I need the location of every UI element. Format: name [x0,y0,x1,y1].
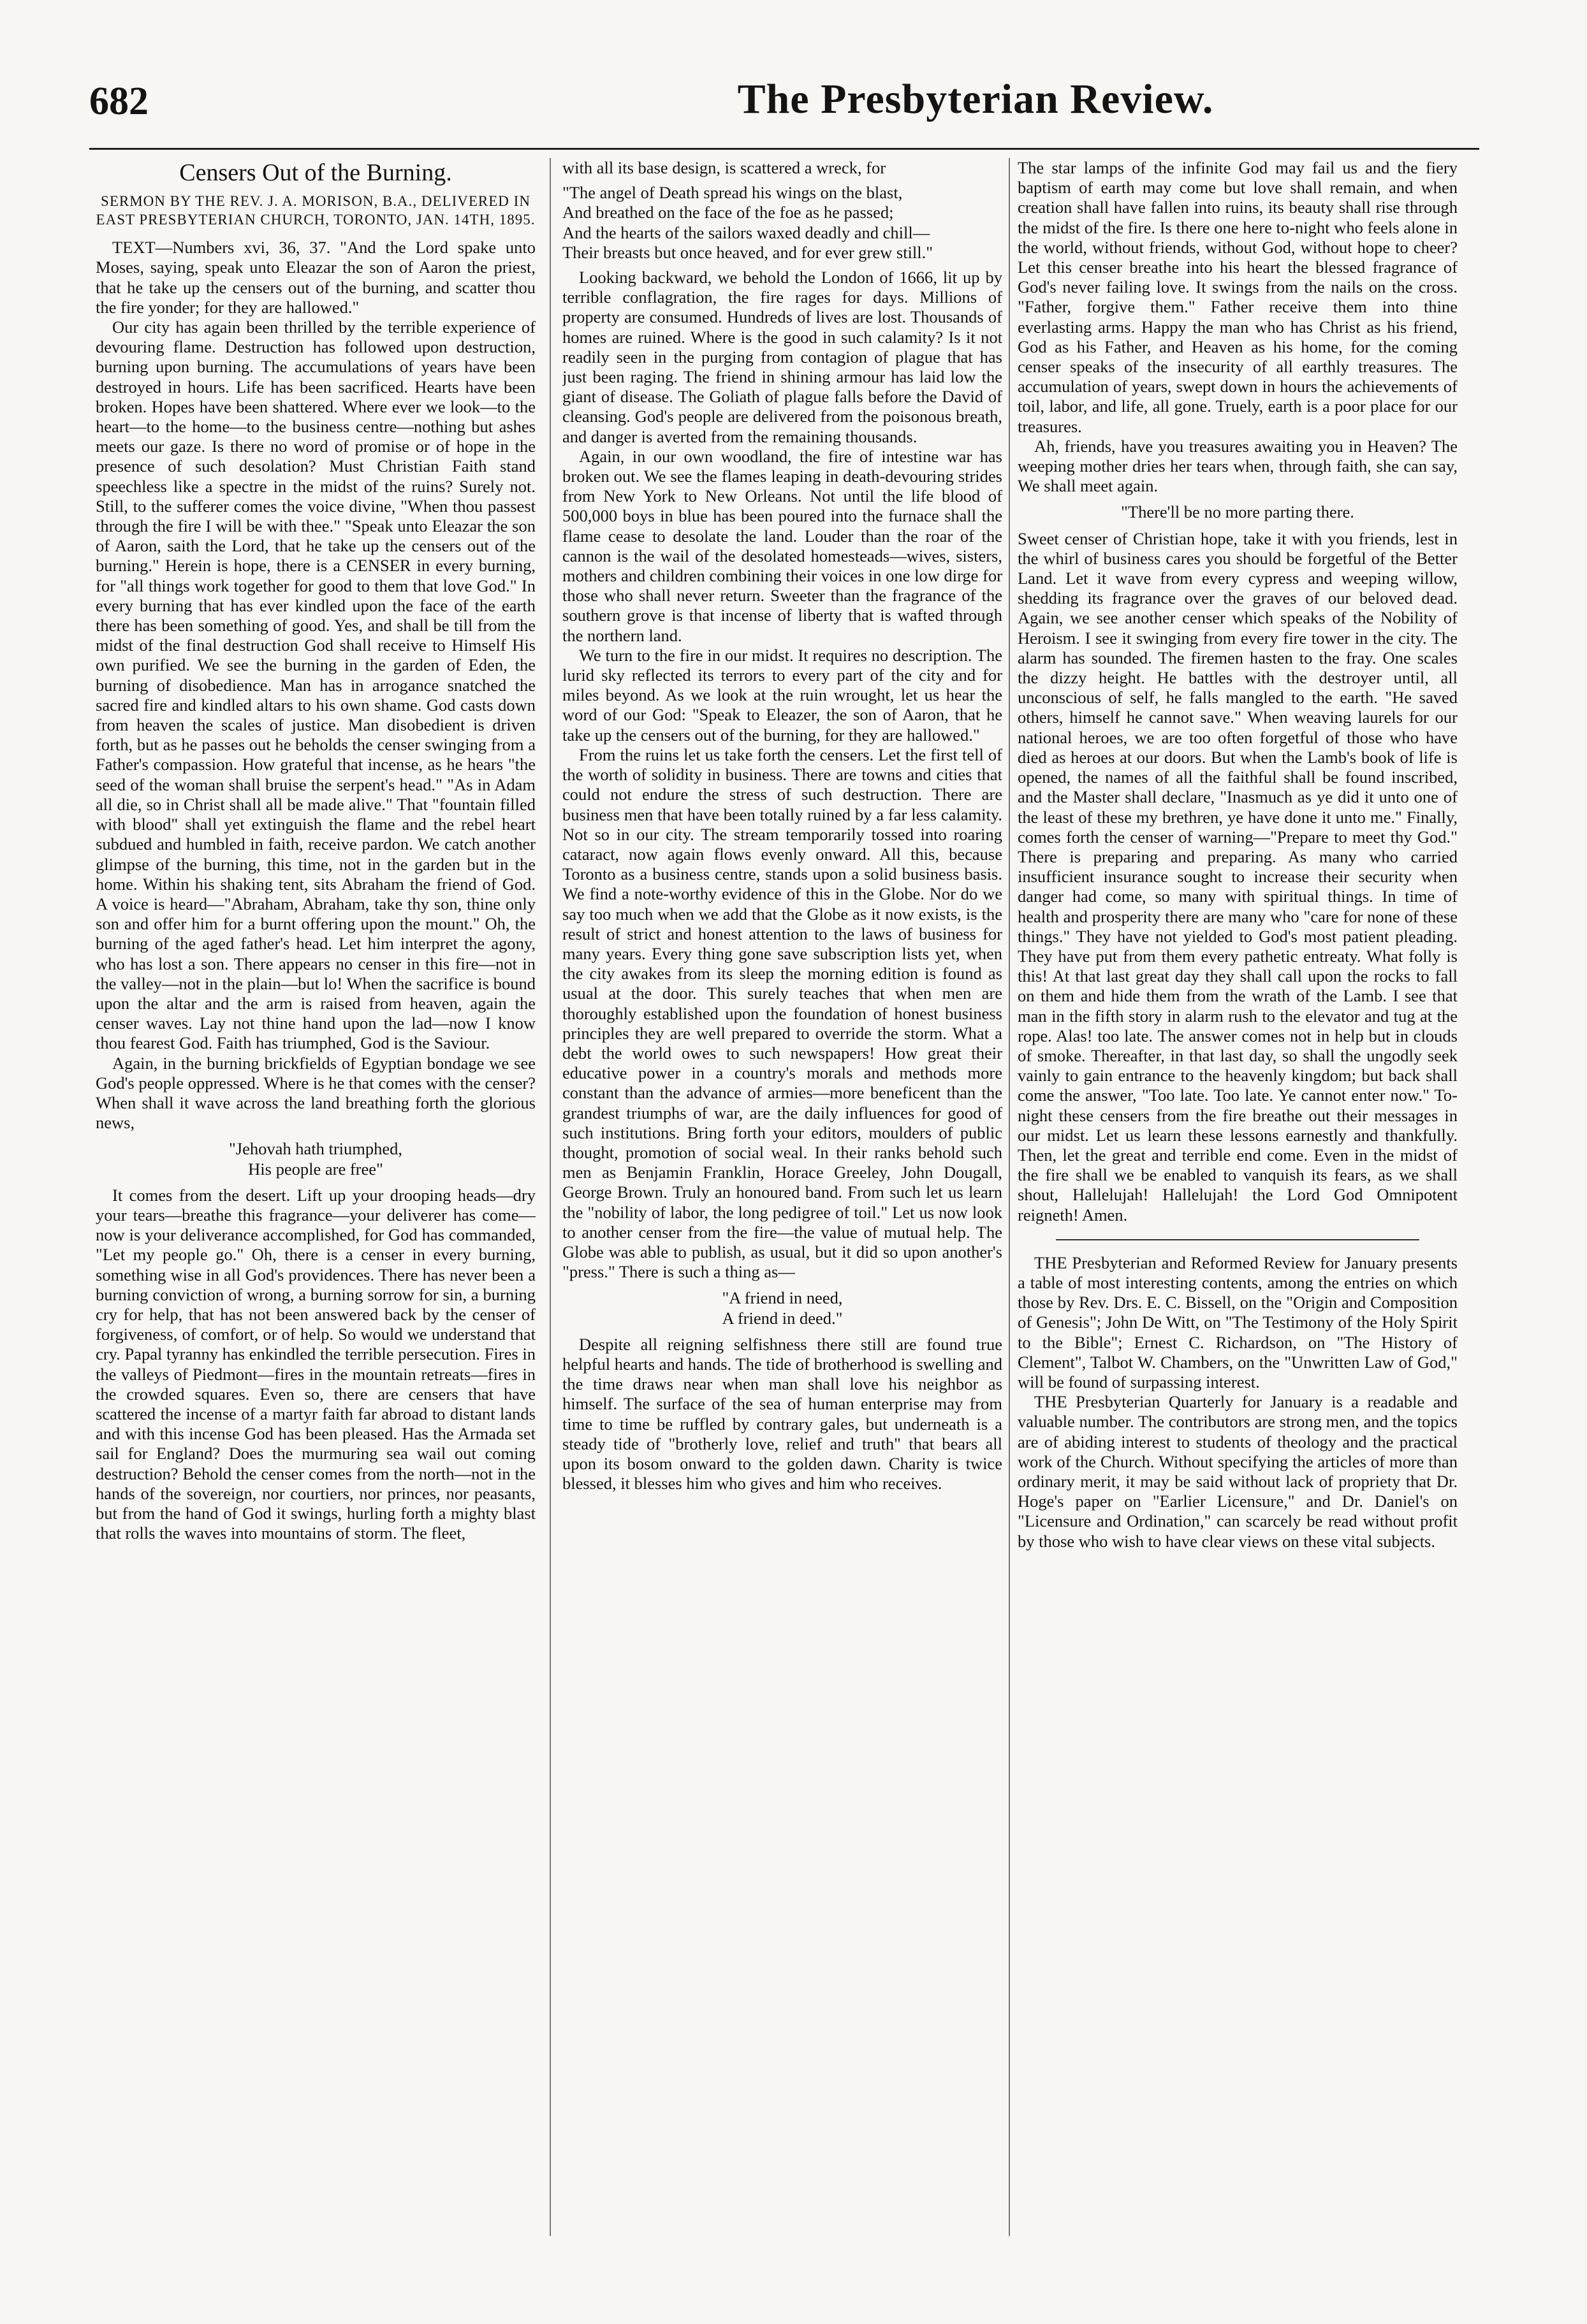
paragraph: It comes from the desert. Lift up your drooping heads—dry your tears—breathe this fragrance—your deliverer has come—now is your deliverance accomplished, for God has commanded, "Let my people go." Oh, there is a censer in every burning, something wise in all God's providences. There has never been a burning conviction of wrong, a burning sorrow for sin, a burning cry for help, that has not been answered back by the censer of forgiveness, of comfort, or of help. So would we understand that cry. Papal tyranny has enkindled the terrible persecution. Fires in the valleys of Piedmont—fires in the mountain retreats—fires in the crowded squares. Even so, there are censers that have scattered the incense of a martyr faith far abroad to distant lands and with this incense God has been pleased. Has the Armada set sail for England? Does the murmuring sea wail out coming destruction? Behold the censer comes from the north—not in the hands of the sovereign, nor courtiers, nor princes, nor peasants, but from the hand of God it swings, hurling forth a mighty blast that rolls the waves into mountains of storm. The fleet, [96,1185,536,1543]
column-divider [1009,158,1010,2236]
verse-line: "A friend in need, [722,1288,843,1308]
article-title: Censers Out of the Burning. [179,159,452,186]
verse-line: A friend in deed." [722,1308,843,1328]
verse-line: Their breasts but once heaved, and for ever grew still." [562,242,933,262]
column-divider [550,158,551,2236]
paragraph: TEXT—Numbers xvi, 36, 37. "And the Lord spake unto Moses, saying, speak unto Eleazar the son of Aaron the priest, that he take up the censers out of the burning, and scatter thou the fire yonder; for they are hallowed." [96,238,536,317]
verse-line: "Jehovah hath triumphed, [228,1139,403,1159]
paragraph: The star lamps of the infinite God may fail us and the fiery baptism of earth may come but love shall remain, and when creation shall have fallen into ruins, its beauty shall rise through the midst of the fire. Is there one here to-night who feels alone in the world, without friends, without God, without hope to cheer? Let this censer breathe into his heart the blessed fragrance of God's never failing love. It swings from the nails on the cross. "Father, forgive them." Father receive them into thine everlasting arms. Happy the man who has Christ as his friend, God as his Father, and Heaven as his home, for the coming censer speaks of the insecurity of all earthly treasures. The accumulation of years, swept down in hours the achievements of toil, labor, and life, all gone. Truely, earth is a poor place for our treasures. [1018,158,1458,436]
paragraph: Again, in our own woodland, the fire of intestine war has broken out. We see the flames leaping in death-devouring strides from New York to New Orleans. Not until the life blood of 500,000 boys in blue has been poured into the furnace shall the flame cease to desolate the land. Louder than the roar of the cannon is the wail of the desolated homesteads—wives, sisters, mothers and children combining their voices in one low dirge for those who shall never return. Sweeter than the fragrance of the southern grove is that incense of liberty that is wafted through the northern land. [562,446,1002,645]
page-number: 682 [89,80,149,123]
section-separator [1056,1239,1419,1240]
verse-parting: "There'll be no more parting there. [1121,502,1354,522]
page-header [89,75,1479,145]
paragraph: Again, in the burning brickfields of Egyptian bondage we see God's people oppressed. Where is he that comes with the censer? When shall it wave across the land breathing forth the glorious news, [96,1053,536,1133]
paragraph: with all its base design, is scattered a wreck, for [562,158,886,177]
verse-line: And the hearts of the sailors waxed deadly and chill— [562,222,930,242]
verse-line: His people are free" [248,1159,383,1179]
review-notices [1018,1253,1458,1551]
column-3 [1018,158,1458,2255]
running-title: The Presbyterian Review. [737,76,1214,122]
verse-jehovah [96,1139,536,1179]
verse-line: "The angel of Death spread his wings on the blast, [562,183,903,203]
verse-friend [562,1288,1002,1328]
column-1 [96,158,536,2255]
notice-paragraph: THE Presbyterian Quarterly for January is a readable and valuable number. The contributors are strong men, and the topics are of abiding interest to students of theology and the practical work of the Church. Without specifying the articles of more than ordinary merit, it may be said without lack of propriety that Dr. Hoge's paper on "Earlier Licensure," and Dr. Daniel's on "Licensure and Ordination," can scarcely be read without profit by those who wish to have clear views on these vital subjects. [1018,1392,1458,1551]
verse-angel [562,183,1002,263]
paragraph: We turn to the fire in our midst. It requires no description. The lurid sky reflected its terrors to every part of the city and for miles beyond. As we look at the ruin wrought, let us hear the word of our God: "Speak to Eleazer, the son of Aaron, that he take up the censers out of the burning, for they are hallowed." [562,645,1002,744]
paragraph: Looking backward, we behold the London of 1666, lit up by terrible conflagration, the fire rages for days. Millions of property are consumed. Hundreds of lives are lost. Thousands of homes are ruined. Where is the good in such calamity? Is it not readily seen in the purging from contagion of plague that has just been raging. The friend in shining armour has laid low the giant of disease. The Goliath of plague falls before the David of cleansing. God's people are delivered from the poisonous breath, and danger is averted from the remaining thousands. [562,268,1002,446]
paragraph: Ah, friends, have you treasures awaiting you in Heaven? The weeping mother dries her tears when, through faith, she can say, We shall meet again. [1018,436,1458,496]
paragraph: Sweet censer of Christian hope, take it with you friends, lest in the whirl of business cares you should be forgetful of the Better Land. Let it wave from every cypress and weeping willow, shedding its fragrance over the graves of our beloved dead. Again, we see another censer which speaks of the Nobility of Heroism. I see it swinging from every fire tower in the city. The alarm has sounded. The firemen hasten to the fray. One scales the dizzy height. He battles with the destroyer until, all unconscious of self, he falls mangled to the earth. "He saved others, himself he cannot save." When weaving laurels for our national heroes, we are too often forgetful of those who have died as heroes at our doors. But when the Lamb's book of life is opened, the names of all the faithful shall be found inscribed, and the Master shall declare, "Inasmuch as ye did it unto one of the least of these my brethren, ye have done it unto me." Finally, comes forth the censer of warning—"Prepare to meet thy God." There is preparing and preparing. As many who carried insufficient insurance sought to increase their security when danger had come, so many with spiritual things. In time of health and prosperity there are many who "care for none of these things." They have not yielded to God's most patient pleading. They have put from them every pathetic entreaty. What folly is this! At that last great day they shall call upon the rocks to fall on them and hide them from the wrath of the Lamb. I see that man in the fifth story in alarm rush to the elevator and tug at the rope. Alas! too late. The answer comes not in help but in clouds of smoke. Thereafter, in that last day, so shall the ungodly seek vainly to gain entrance to the heavenly kingdom; but back shall come the answer, "Too late. Too late. Ye cannot enter now." To-night these censers from the fire breathe out their messages in our midst. Let us learn these lessons earnestly and thankfully. Then, let the great and terrible end come. Even in the midst of the fire shall we be enabled to vanquish its fears, as we shall shout, Hallelujah! Hallelujah! the Lord God Omnipotent reigneth! Amen. [1018,528,1458,1224]
paragraph: Our city has again been thrilled by the terrible experience of devouring flame. Destruction has followed upon destruction, burning upon burning. The accumulations of years have been destroyed in hours. Life has been sacrificed. Hearts have been broken. Hopes have been shattered. Where ever we look—to the heart—to the home—to the business centre—nothing but ashes meets our gaze. Is there no word of promise or of hope in the presence of such desolation? Must Christian Faith stand speechless like a spectre in the midst of the ruins? Surely not. Still, to the sufferer comes the voice divine, "When thou passest through the fire I will be with thee." "Speak unto Eleazar the son of Aaron, saith the Lord, that he take up the censers out of the burning." Herein is hope, there is a CENSER in every burning, for "all things work together for good to them that love God." In every burning that has ever kindled upon the face of the earth there has been something of good. Yes, and shall be till from the midst of the final destruction God shall receive to Himself His own purified. We see the burning in the garden of Eden, the burning of disobedience. Man has in arrogance snatched the sacred fire and kindled altars to his own shame. God casts down from heaven the scales of justice. Man disobedient is driven forth, but as he passes out he beholds the censer swinging from a Father's compassion. How grateful that incense, as he hears "the seed of the woman shall bruise the serpent's head." "As in Adam all die, so in Christ shall all be made alive." That "fountain filled with blood" shall yet extinguish the flame and the rebel heart subdued and humbled in faith, receive pardon. We catch another glimpse of the burning, this time, not in the garden but in the home. Within his shaking tent, sits Abraham the friend of God. A voice is heard—"Abraham, Abraham, take thy son, thine only son and offer him for a burnt offering upon the mount." Oh, the burning of the aged father's head. Let him interpret the agony, who has lost a son. There appears no censer in this fire—not in the valley—not in the plain—but lo! When the sacrifice is bound upon the altar and the arm is raised from heaven, again the censer waves. Lay not thine hand upon the lad—now I know thou fearest God. Faith has triumphed, God is the Saviour. [96,317,536,1053]
paragraph: From the ruins let us take forth the censers. Let the first tell of the worth of solidity in business. There are towns and cities that could not endure the stress of such destruction. There are business men that have been totally ruined by a far less calamity. Not so in our city. The stream temporarily tossed into roaring cataract, now again flows evenly onward. All this, because Toronto as a business centre, stands upon a solid business basis. We find a note-worthy evidence of this in the Globe. Nor do we say too much when we add that the Globe as it now exists, is the result of strict and honest attention to the laws of business for many years. Every thing gone save subscription lists yet, when the city awakes from its sleep the morning edition is found as usual at the door. This surely teaches that when men are thoroughly established upon the foundation of honest business principles they are well prepared to override the storm. What a debt the world owes to such newspapers! How great their educative power in a country's morals and methods more constant than the advance of armies—more beneficent than the grandest triumphs of war, are the daily influences for good of such institutions. Bring forth your editors, moulders of public thought, promotion of social weal. In their ranks behold such men as Benjamin Franklin, Horace Greeley, John Dougall, George Brown. Truly an honoured band. From such let us learn the "nobility of labor, the long pedigree of toil." Let us now look to another censer from the fire—the value of mutual help. The Globe was able to publish, as usual, but it did so upon another's "press." There is such a thing as— [562,744,1002,1282]
article-byline: SERMON BY THE REV. J. A. MORISON, B.A., DELIVERED IN EAST PRESBYTERIAN CHURCH, TORONTO, JAN. 14TH, 1895. [96,193,536,228]
paragraph: Despite all reigning selfishness there still are found true helpful hearts and hands. The tide of brotherhood is swelling and the time draws near when man shall love his neighbor as himself. The surface of the sea of human enterprise may from time to time be ruffled by contrary gales, but underneath is a steady tide of "brotherly love, relief and truth" that bears all upon its bosom onward to the golden dawn. Charity is twice blessed, it blesses him who gives and him who receives. [562,1334,1002,1493]
notice-paragraph: THE Presbyterian and Reformed Review for January presents a table of most interesting contents, among the entries on which those by Rev. Drs. E. C. Bissell, on the "Origin and Composition of Genesis"; John De Witt, on "The Testimony of the Holy Spirit to the Bible"; Ernest C. Richardson, on "The History of Clement", Talbot W. Chambers, on the "Unwritten Law of God," will be found of surpassing interest. [1018,1253,1458,1391]
verse-line: And breathed on the face of the foe as he passed; [562,203,894,222]
header-rule [89,148,1479,150]
column-2 [562,158,1002,2255]
